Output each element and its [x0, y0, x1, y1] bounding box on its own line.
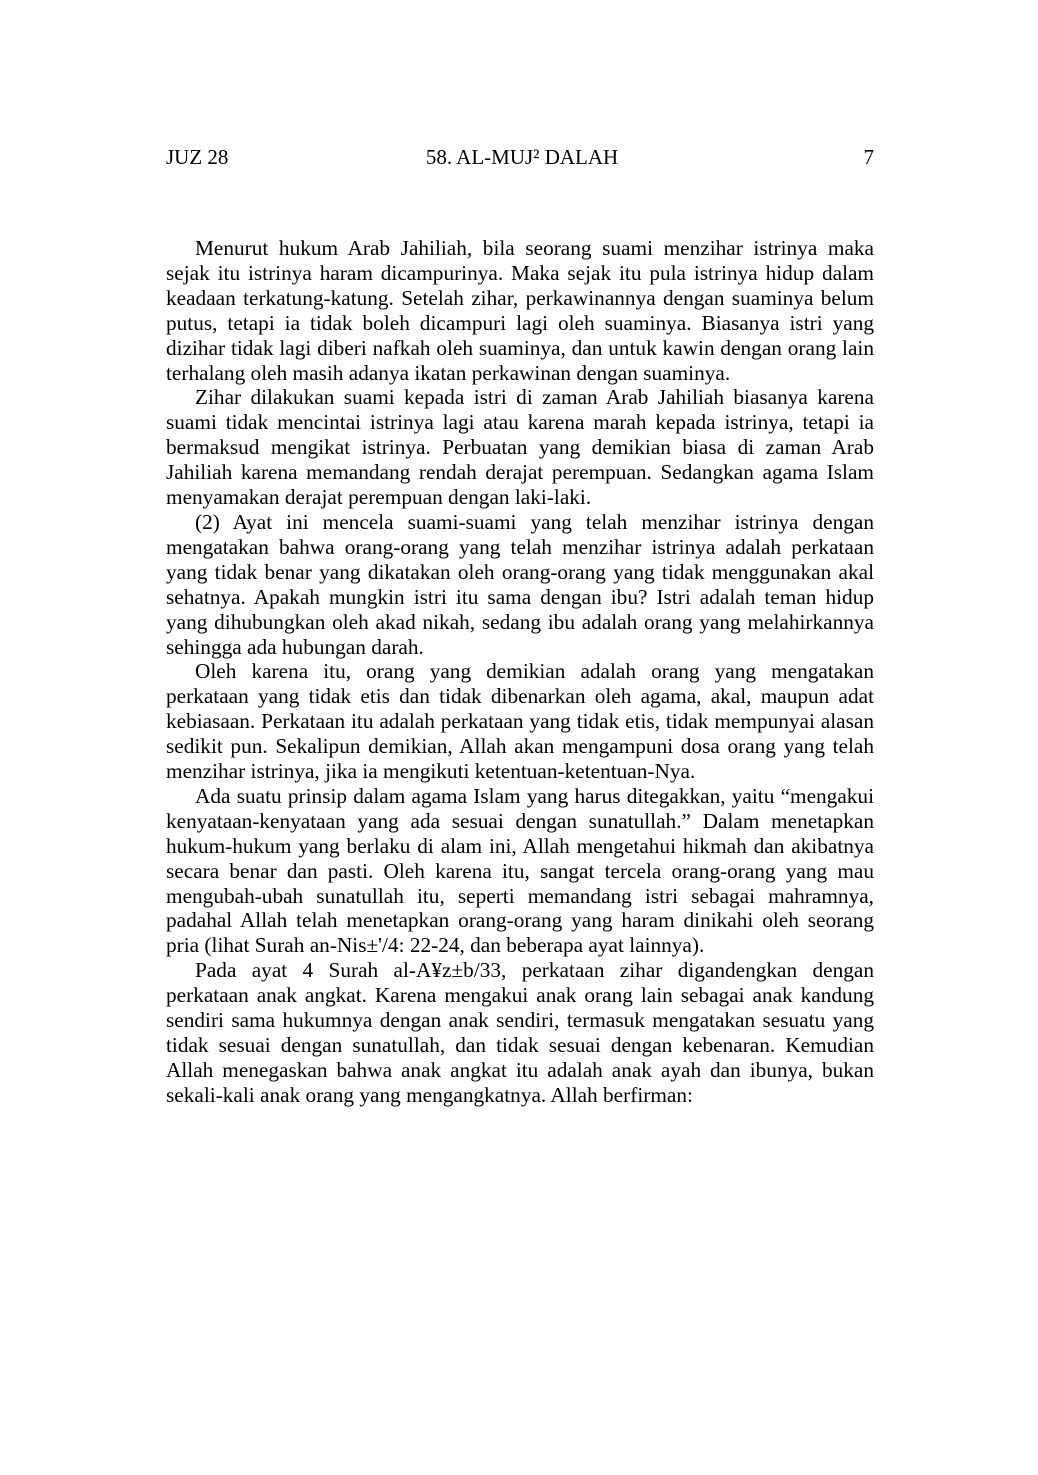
juz-label: JUZ 28 — [166, 145, 229, 169]
paragraph: Ada suatu prinsip dalam agama Islam yang harus ditegakkan, yaitu “mengakui kenyataan-kenyataan yang ada sesuai dengan sunatullah.” Dalam menetapkan hukum-hukum yang berlaku di alam ini, Allah mengetahui hikmah dan akibatnya secara benar dan pasti. Oleh karena itu, sangat tercela orang-orang yang mau mengubah-ubah sunatullah itu, seperti memandang istri sebagai mahramnya, padahal Allah telah menetapkan orang-orang yang haram dinikahi oleh seorang pria (lihat Surah an-Nis±'/4: 22-24, dan beberapa ayat lainnya). — [166, 783, 874, 958]
paragraph: Pada ayat 4 Surah al-A¥z±b/33, perkataan zihar digandengkan dengan perkataan anak angkat. Karena mengakui anak orang lain sebagai anak kandung sendiri sama hukumnya dengan anak sendiri, termasuk mengatakan sesuatu yang tidak sesuai dengan sunatullah, dan tidak sesuai dengan kebenaran. Kemudian Allah menegaskan bahwa anak angkat itu adalah anak ayah dan ibunya, bukan sekali-kali anak orang yang mengangkatnya. Allah berfirman: — [166, 958, 874, 1107]
paragraph: Zihar dilakukan suami kepada istri di zaman Arab Jahiliah biasanya karena suami tidak mencintai istrinya lagi atau karena marah kepada istrinya, tetapi ia bermaksud mengikat istrinya. Perbuatan yang demikian biasa di zaman Arab Jahiliah karena memandang rendah derajat perempuan. Sedangkan agama Islam menyamakan derajat perempuan dengan laki-laki. — [166, 385, 874, 510]
surah-title: 58. AL-MUJ² DALAH — [425, 145, 619, 169]
page-number: 7 — [863, 145, 874, 169]
paragraph: Menurut hukum Arab Jahiliah, bila seorang suami menzihar istrinya maka sejak itu istrinya haram dicampurinya. Maka sejak itu pula istrinya hidup dalam keadaan terkatung-katung. Setelah zihar, perkawinannya dengan suaminya belum putus, tetapi ia tidak boleh dicampuri lagi oleh suaminya. Biasanya istri yang dizihar tidak lagi diberi nafkah oleh suaminya, dan untuk kawin dengan orang lain terhalang oleh masih adanya ikatan perkawinan dengan suaminya. — [166, 236, 874, 385]
body-text — [166, 236, 874, 1108]
page-header — [166, 145, 874, 175]
paragraph: Oleh karena itu, orang yang demikian adalah orang yang mengatakan perkataan yang tidak etis dan tidak dibenarkan oleh agama, akal, maupun adat kebiasaan. Perkataan itu adalah perkataan yang tidak etis, tidak mempunyai alasan sedikit pun. Sekalipun demikian, Allah akan mengampuni dosa orang yang telah menzihar istrinya, jika ia mengikuti ketentuan-ketentuan-Nya. — [166, 659, 874, 784]
paragraph: (2) Ayat ini mencela suami-suami yang telah menzihar istrinya dengan mengatakan bahwa orang-orang yang telah menzihar istrinya adalah perkataan yang tidak benar yang dikatakan oleh orang-orang yang tidak menggunakan akal sehatnya. Apakah mungkin istri itu sama dengan ibu? Istri adalah teman hidup yang dihubungkan oleh akad nikah, sedang ibu adalah orang yang melahirkannya sehingga ada hubungan darah. — [166, 509, 874, 659]
